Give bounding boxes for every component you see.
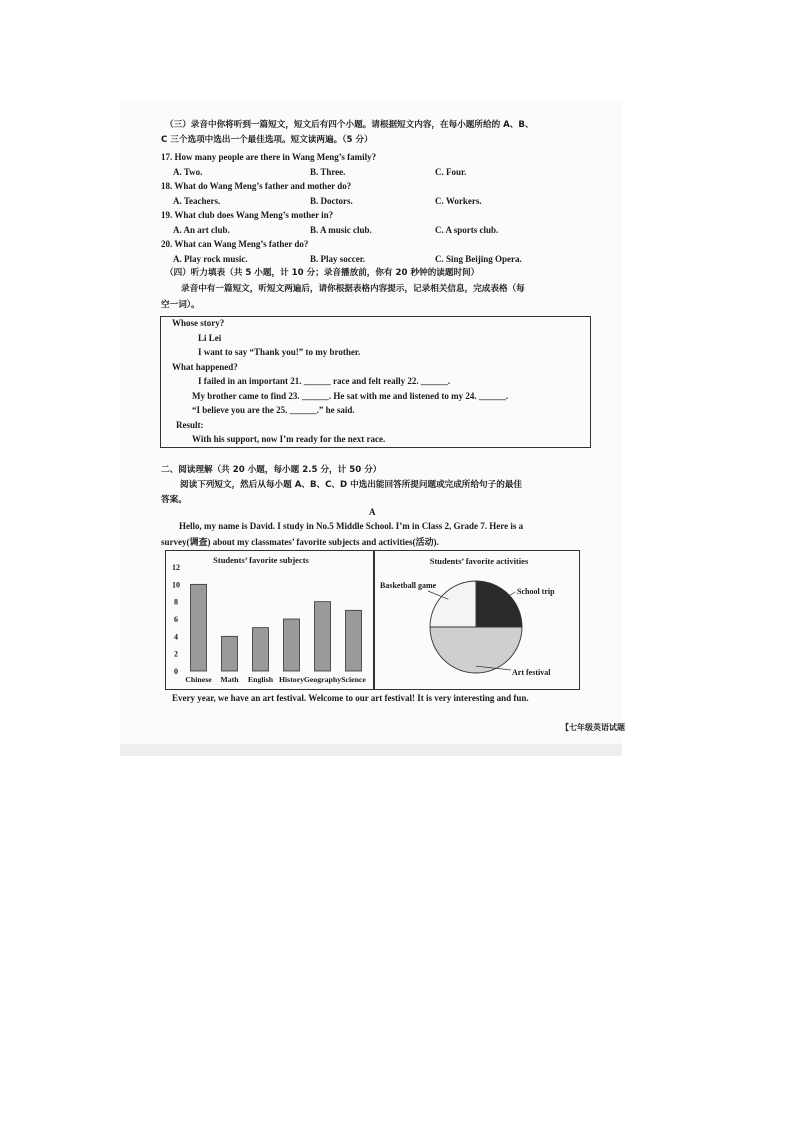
bar-chart-xtick: History — [278, 675, 305, 684]
q20-option-c: C. Sing Beijing Opera. — [435, 254, 522, 264]
whose-story-label: Whose story? — [172, 318, 225, 328]
pie-slice-basketball-game — [430, 581, 476, 627]
blank-line-25: “I believe you are the 25. ______.” he said. — [192, 405, 355, 415]
q17-option-c: C. Four. — [435, 167, 467, 177]
bar-chart-xtick: Science — [341, 675, 366, 684]
q20-option-b: B. Play soccer. — [310, 254, 366, 264]
result-text: With his support, now I’m ready for the next race. — [192, 434, 386, 444]
q18-option-a: A. Teachers. — [173, 196, 221, 206]
bar-chart-ytick: 6 — [174, 615, 178, 624]
q19-option-a: A. An art club. — [173, 225, 230, 235]
passage-line-1: Hello, my name is David. I study in No.5 Middle School. I’m in Class 2, Grade 7. Here is a — [179, 521, 524, 531]
pie-chart-title: Students’ favorite activities — [429, 556, 529, 566]
reading-instruction-2: 答案。 — [161, 495, 187, 505]
pie-label: Art festival — [512, 668, 551, 677]
page-bottom-strip — [120, 744, 622, 756]
passage-closing: Every year, we have an art festival. Welcome to our art festival! It is very interesting and fun. — [172, 693, 529, 703]
bar-chinese — [191, 584, 207, 671]
section3-instruction-1: （三）录音中你将听到一篇短文，短文后有四个小题。请根据短文内容，在每小题所给的 A、B、 — [165, 120, 534, 130]
section4-instruction-2: 空一词）。 — [161, 300, 200, 310]
bar-chart-ytick: 8 — [174, 597, 178, 607]
blank-line-23-24: My brother came to find 23. ______. He sat with me and listened to my 24. ______. — [192, 391, 509, 401]
footer-label: 【七年级英语试题 — [561, 723, 625, 732]
passage-line-2: survey(调查) about my classmates’ favorite subjects and activities(活动). — [161, 537, 439, 547]
bar-chart-title: Students’ favorite subjects — [213, 555, 309, 565]
thanks-line: I want to say “Thank you!” to my brother. — [198, 347, 361, 357]
section3-instruction-2: C 三个选项中选出一个最佳选项。短文读两遍。（5 分） — [161, 135, 373, 145]
bar-chart-ytick: 10 — [172, 580, 180, 590]
q19-option-b: B. A music club. — [310, 225, 372, 235]
section4-instruction-1: 录音中有一篇短文，听短文两遍后，请你根据表格内容提示，记录相关信息，完成表格（每 — [181, 284, 525, 294]
question-20: 20. What can Wang Meng’s father do? — [161, 239, 309, 249]
passage-label: A — [369, 507, 376, 517]
question-17: 17. How many people are there in Wang Meng’s family? — [161, 152, 377, 162]
pie-label: Basketball game — [380, 581, 437, 590]
pie-slice-school-trip — [476, 581, 522, 627]
section4-heading: （四）听力填表（共 5 小题，计 10 分；录音播放前，你有 20 秒钟的读题时间） — [165, 268, 480, 278]
bar-chart-xtick: Chinese — [185, 675, 212, 684]
what-happened-label: What happened? — [172, 362, 238, 372]
q18-option-b: B. Doctors. — [310, 196, 353, 206]
question-19: 19. What club does Wang Meng’s mother in? — [161, 210, 334, 220]
bar-history — [284, 619, 300, 671]
pie-label: School trip — [517, 587, 555, 596]
bar-chart-ytick: 0 — [174, 667, 178, 676]
bar-chart-xtick: Math — [220, 675, 239, 684]
question-18: 18. What do Wang Meng’s father and mother do? — [161, 181, 352, 191]
reading-instruction-1: 阅读下列短文，然后从每小题 A、B、C、D 中选出能回答所提问题或完成所给句子的最佳 — [180, 480, 523, 490]
pie-chart — [373, 550, 580, 690]
bar-chart-xtick: English — [247, 675, 274, 684]
q19-option-c: C. A sports club. — [435, 225, 499, 235]
bar-chart-ytick: 4 — [174, 632, 178, 642]
q20-option-a: A. Play rock music. — [173, 254, 248, 264]
q18-option-c: C. Workers. — [435, 196, 482, 206]
pie-slice-art-festival — [430, 627, 522, 673]
result-label: Result: — [176, 420, 204, 430]
q17-option-a: A. Two. — [173, 167, 203, 177]
bar-math — [222, 636, 238, 671]
bar-geography — [315, 602, 331, 671]
reading-heading: 二、阅读理解（共 20 小题，每小题 2.5 分，计 50 分） — [161, 465, 382, 475]
bar-chart — [165, 550, 375, 690]
bar-chart-ytick: 2 — [174, 649, 178, 659]
story-name: Li Lei — [198, 333, 222, 343]
bar-chart-xtick: Geography — [303, 675, 342, 684]
bar-science — [346, 610, 362, 671]
bar-english — [253, 628, 269, 671]
q17-option-b: B. Three. — [310, 167, 346, 177]
bar-chart-ytick: 12 — [172, 563, 180, 572]
blank-line-21-22: I failed in an important 21. ______ race and felt really 22. ______. — [198, 376, 451, 386]
